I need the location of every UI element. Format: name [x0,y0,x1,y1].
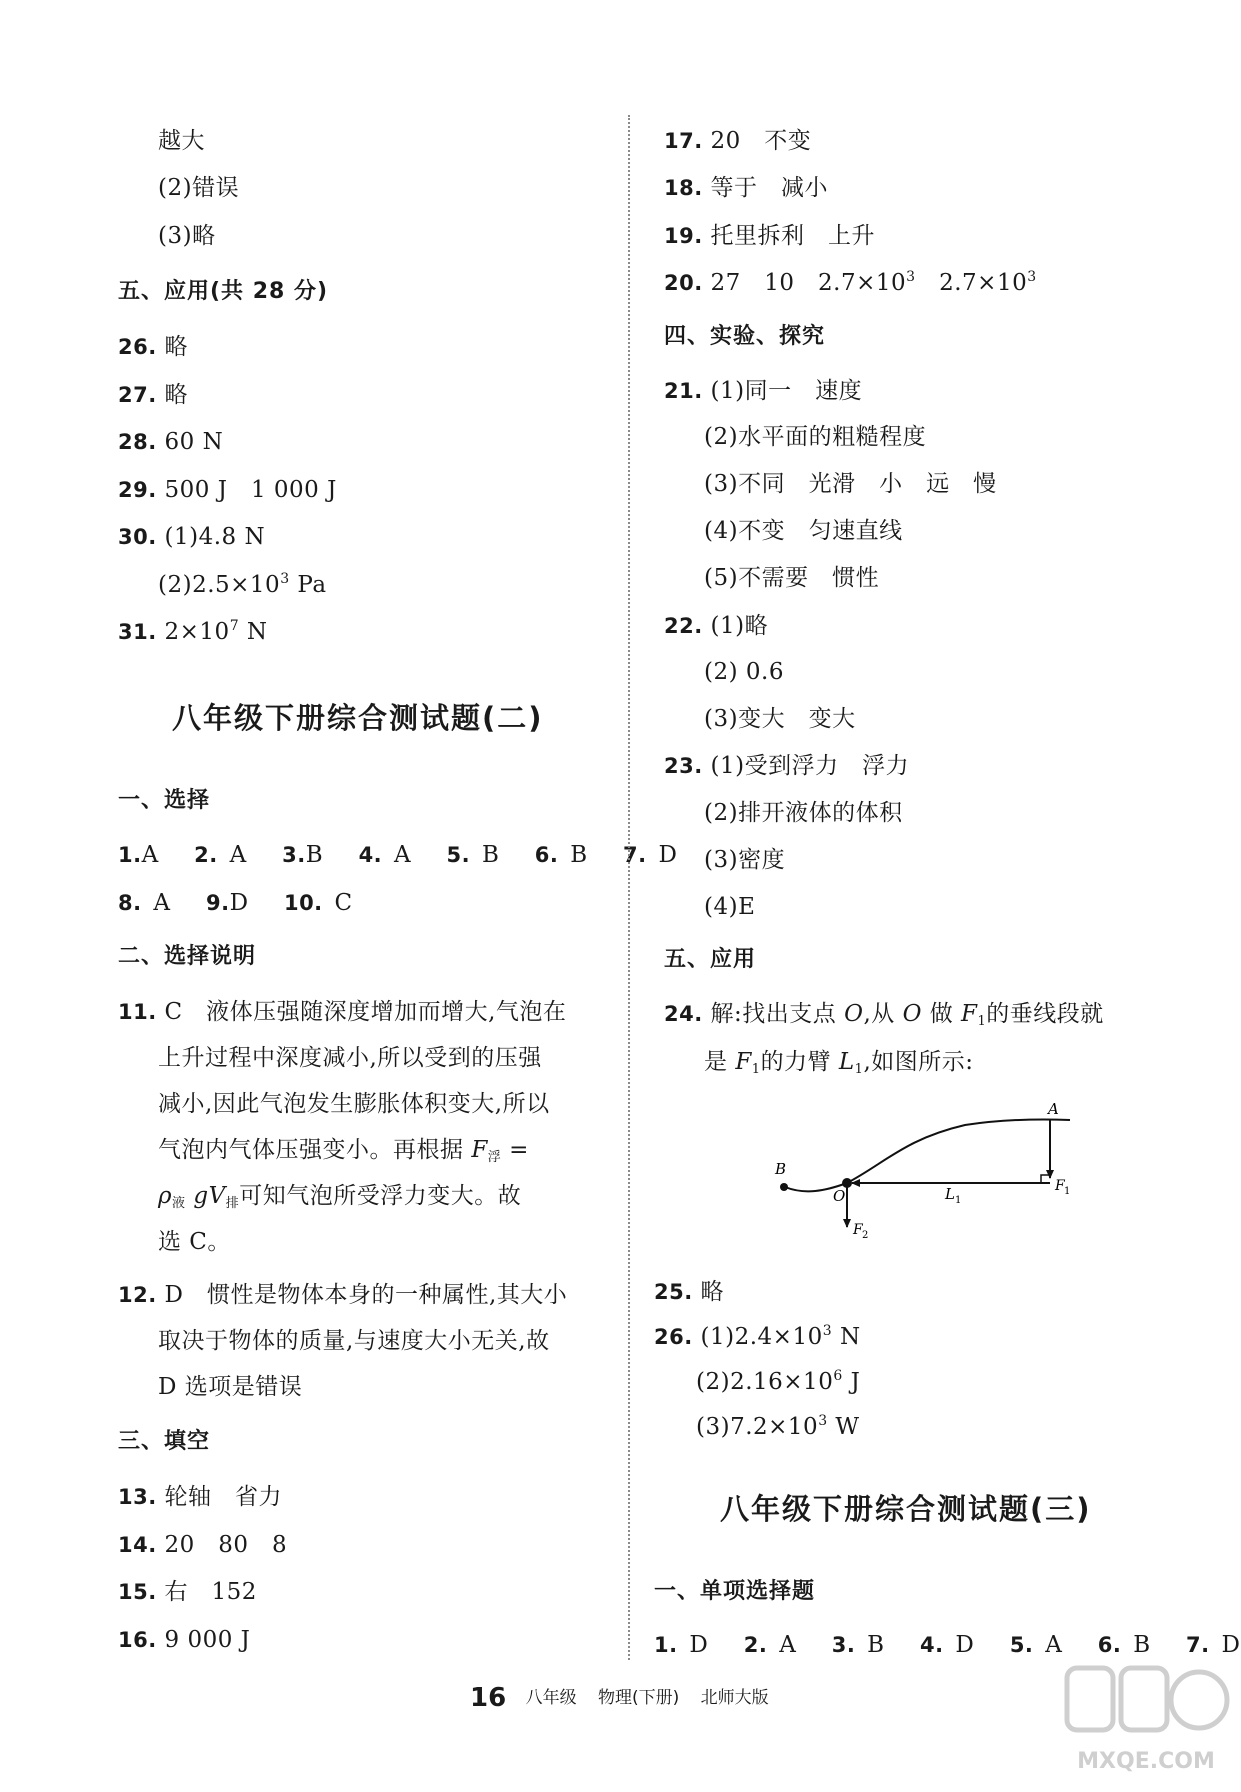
answer-26: 26. 略 [118,334,189,360]
answer-11-line: $\rho_液$ $gV_排$可知气泡所受浮力变大。故 [158,1183,522,1211]
answer-25: 25. 略 [654,1279,725,1305]
label-f2-sub: 2 [862,1230,869,1241]
label-l: L [945,1185,955,1203]
answer-line: 越大 [158,128,205,154]
mc-answers-row: 1. D 2. A 3. B 4. D 5. A 6. B 7. D [654,1632,1241,1658]
answer-24: 24. 解:找出支点 O,从 O 做 $F_1$的垂线段就 [664,1001,1104,1029]
answer-13: 13. 轮轴 省力 [118,1484,283,1510]
answer-23: 23. (1)受到浮力 浮力 [664,753,910,779]
section-heading: 二、选择说明 [118,944,257,969]
test-title-3: 八年级下册综合测试题(三) [720,1492,1092,1526]
answer-30-2: $(2)2.5\times 10^3$ Pa [158,571,327,598]
label-b: B [775,1160,787,1178]
answer-line: (2)错误 [158,175,240,201]
answer-11-line: 减小,因此气泡发生膨胀体积变大,所以 [158,1091,550,1117]
label-f1-sub: 1 [1064,1186,1071,1197]
answer-11-line: 上升过程中深度减小,所以受到的压强 [158,1045,542,1071]
answer-17: 17. 20 不变 [664,128,812,154]
point-b [780,1183,788,1191]
label-a: A [1048,1100,1059,1118]
lever-diagram [765,1095,1095,1245]
answer-22-line: (2) 0.6 [704,659,784,685]
right-angle-mark [1041,1175,1050,1183]
answer-23-line: (3)密度 [704,847,786,873]
answer-11: 11. C 液体压强随深度增加而增大,气泡在 [118,999,567,1025]
watermark-logo [1061,1660,1231,1780]
answer-20: 20. 27 10 $2.7\times 10^3$ $2.7\times 10^3$ [664,269,1037,296]
page-number: 16 [470,1683,507,1713]
answer-23-line: (4)E [704,894,756,920]
answer-22: 22. (1)略 [664,613,769,639]
answer-28: 28. 60 N [118,429,224,455]
answer-12: 12. D 惯性是物体本身的一种属性,其大小 [118,1282,568,1308]
answer-30: 30. (1)4.8 N [118,524,266,550]
answer-11-line: 气泡内气体压强变小。再根据 $F_浮$ = [158,1137,529,1165]
answer-21-line: (3)不同 光滑 小 远 慢 [704,471,997,497]
section-heading: 一、单项选择题 [654,1579,816,1604]
page-footer [470,1683,785,1713]
answer-31: 31. $2\times 10^7$ N [118,618,268,645]
column-divider [628,115,630,1660]
answer-12-line: D 选项是错误 [158,1374,303,1400]
label-o: O [833,1187,846,1205]
answer-21: 21. (1)同一 速度 [664,378,863,404]
test-title-2: 八年级下册综合测试题(二) [172,701,544,735]
answer-21-line: (5)不需要 惯性 [704,565,880,591]
answer-21-line: (4)不变 匀速直线 [704,518,903,544]
footer-edition: 北师大版 [700,1688,769,1708]
footer-grade: 八年级 [525,1688,577,1708]
label-l-sub: 1 [955,1195,962,1206]
section-heading: 四、实验、探究 [664,324,826,349]
right-column [640,0,1240,1792]
answer-15: 15. 右 152 [118,1579,257,1605]
answer-line: (3)略 [158,223,216,249]
answer-24-line: 是 $F_1$的力臂 $L_1$,如图所示: [704,1049,974,1077]
mc-answers-row-1: 1.A 2. A 3.B 4. A 5. B 6. B 7. D [118,842,678,868]
label-f2: F [853,1222,863,1238]
answer-19: 19. 托里拆利 上升 [664,223,876,249]
section-heading: 一、选择 [118,788,211,813]
answer-26-line: $(3)7.2\times 10^3$ W [696,1413,860,1440]
answer-12-line: 取决于物体的质量,与速度大小无关,故 [158,1328,550,1354]
svg-text:MXQE.COM: MXQE.COM [1077,1749,1215,1774]
answer-14: 14. 20 80 8 [118,1532,288,1558]
section-heading: 五、应用(共 28 分) [118,279,329,304]
answer-18: 18. 等于 减小 [664,175,829,201]
section-heading: 三、填空 [118,1429,211,1454]
answer-22-line: (3)变大 变大 [704,706,856,732]
answer-26: 26. $(1)2.4\times 10^3$ N [654,1323,861,1350]
answer-23-line: (2)排开液体的体积 [704,800,903,826]
footer-subject: 物理(下册) [598,1688,680,1708]
answer-11-line: 选 C。 [158,1229,231,1255]
mc-answers-row-2: 8. A 9.D 10. C [118,890,353,916]
answer-21-line: (2)水平面的粗糙程度 [704,424,927,450]
answer-16: 16. 9 000 J [118,1627,251,1653]
lever-curve [785,1120,1070,1192]
label-f1: F [1055,1178,1065,1194]
answer-27: 27. 略 [118,382,189,408]
answer-26-line: $(2)2.16\times 10^6$ J [696,1368,861,1395]
answer-29: 29. 500 J 1 000 J [118,477,337,503]
section-heading: 五、应用 [664,947,757,972]
